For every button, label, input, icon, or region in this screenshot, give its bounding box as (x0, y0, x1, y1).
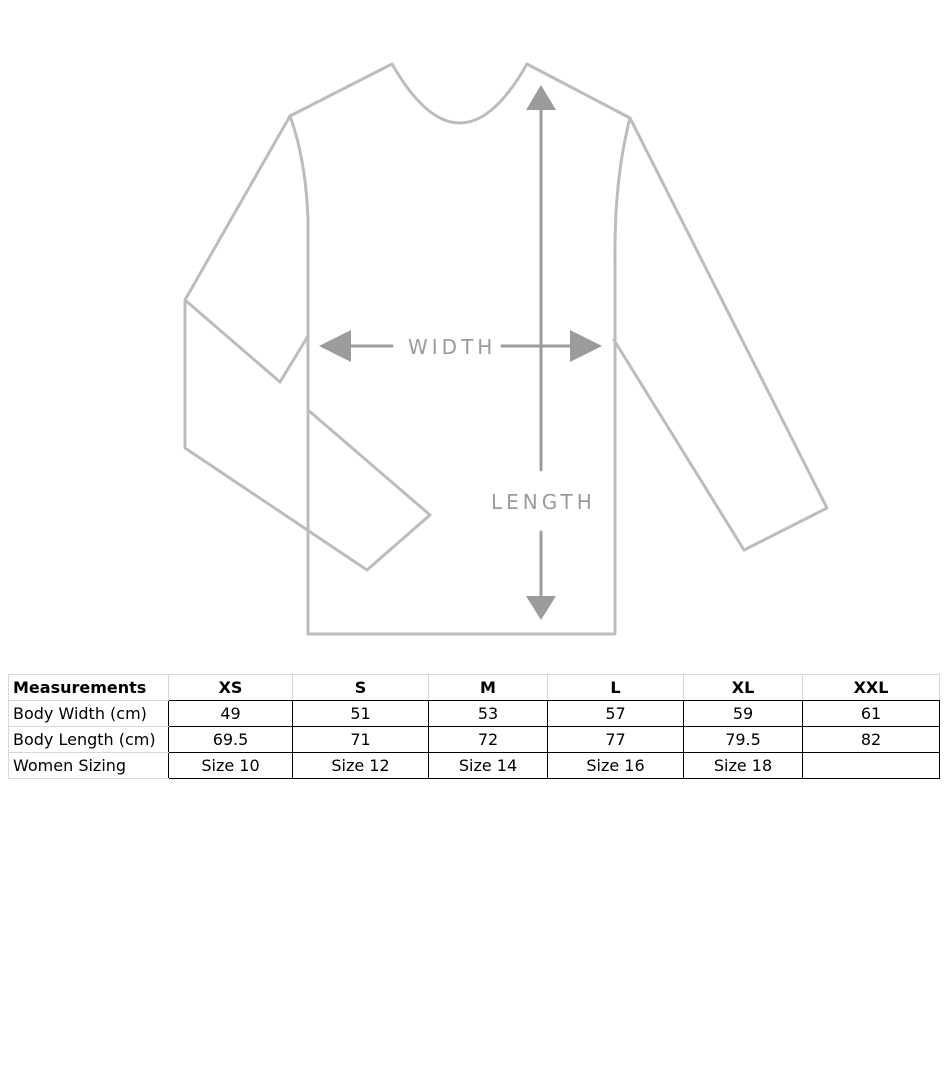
table-header-row (9, 675, 940, 701)
body-length-xl-cell: 79.5 (684, 727, 803, 753)
women-sizing-xxl-cell (803, 753, 940, 779)
table-row-women-sizing (9, 753, 940, 779)
length-arrow-top-head (526, 85, 556, 110)
body-width-xs-cell: 49 (169, 701, 293, 727)
size-l-header: L (548, 675, 684, 701)
women-sizing-s-cell: Size 12 (293, 753, 429, 779)
left-sleeve-inner-fold (185, 300, 280, 382)
measurements-header: Measurements (9, 675, 169, 701)
size-m-header: M (429, 675, 548, 701)
row-label-body-length: Body Length (cm) (9, 727, 169, 753)
women-sizing-xl-cell: Size 18 (684, 753, 803, 779)
body-width-s-cell: 51 (293, 701, 429, 727)
body-length-xs-cell: 69.5 (169, 727, 293, 753)
table-row-body-width (9, 701, 940, 727)
row-label-women-sizing: Women Sizing (9, 753, 169, 779)
body-width-xl-cell: 59 (684, 701, 803, 727)
size-xl-header: XL (684, 675, 803, 701)
body-width-xxl-cell: 61 (803, 701, 940, 727)
right-sleeve-outline (614, 118, 827, 550)
body-width-l-cell: 57 (548, 701, 684, 727)
body-length-s-cell: 71 (293, 727, 429, 753)
width-label: WIDTH (408, 335, 497, 359)
size-s-header: S (293, 675, 429, 701)
women-sizing-l-cell: Size 16 (548, 753, 684, 779)
width-arrow-left-head (319, 330, 351, 362)
row-label-body-width: Body Width (cm) (9, 701, 169, 727)
width-arrow-right-head (570, 330, 602, 362)
women-sizing-xs-cell: Size 10 (169, 753, 293, 779)
body-length-xxl-cell: 82 (803, 727, 940, 753)
body-length-l-cell: 77 (548, 727, 684, 753)
size-xs-header: XS (169, 675, 293, 701)
size-chart-table (8, 674, 940, 779)
length-label: LENGTH (491, 490, 596, 514)
table-row-body-length (9, 727, 940, 753)
body-length-m-cell: 72 (429, 727, 548, 753)
left-underarm-fold (280, 336, 308, 382)
body-width-m-cell: 53 (429, 701, 548, 727)
women-sizing-m-cell: Size 14 (429, 753, 548, 779)
size-xxl-header: XXL (803, 675, 940, 701)
length-arrow-bottom-head (526, 596, 556, 620)
